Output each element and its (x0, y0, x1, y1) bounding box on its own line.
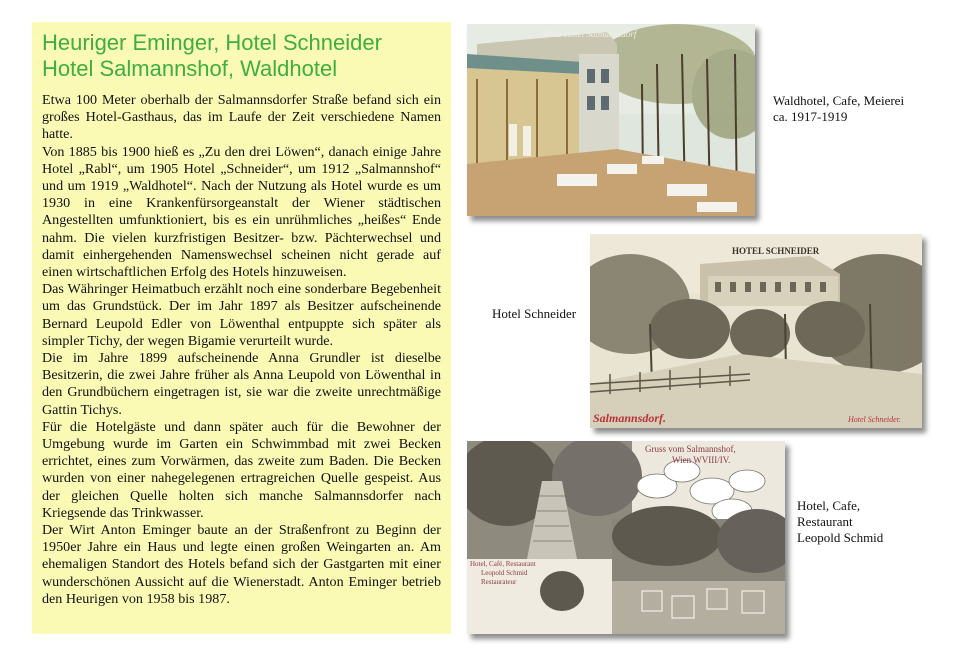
waldhotel-caption-line-1: Waldhotel, Cafe, Meierei (773, 93, 905, 108)
salmannshof-label-2: Leopold Schmid (481, 569, 528, 577)
salmannshof-caption-line-3: Leopold Schmid (797, 530, 884, 545)
waldhotel-caption (773, 93, 904, 125)
article-heading (42, 30, 441, 82)
salmannshof-caption (797, 498, 883, 546)
paragraph: Für die Hotelgäste und dann später auch für die Bewohner der Umgebung wurde im Garten ein Schwimmbad mit zwei Becken errichtet, eines zum Vorwärmen, das zweite zum Baden. Die Becken wurden von einer nahegelegenen ertragreichen Quelle gespeist. Aus der gleichen Quelle holten sich manche Salmannsdorfer nach Kriegsende das Trinkwasser. (42, 418, 441, 521)
paragraph: Etwa 100 Meter oberhalb der Salmannsdorfer Straße befand sich ein großes Hotel-Gasthaus, das im Laufe der Zeit verschiedene Namen hatte. (42, 92, 441, 143)
salmannshof-greeting-2: Wien WVIII/IV. (672, 455, 731, 465)
waldhotel-sign: Wald-Hotel Salmannsdorf (543, 29, 637, 39)
paragraph: Die im Jahre 1899 aufscheinende Anna Grundler ist dieselbe Besitzerin, die zwei Jahre früher als Anna Leupold von Löwenthal in den Grundbüchern eingetragen ist, sie war die zweite unrechtmäßige Gattin Tichys. (42, 350, 441, 418)
salmannshof-caption-line-1: Hotel, Cafe, (797, 498, 861, 513)
article-panel (32, 22, 451, 634)
heading-line-2: Hotel Salmannshof, Waldhotel (42, 56, 338, 81)
heading-line-1: Heuriger Eminger, Hotel Schneider (42, 30, 382, 55)
paragraph: Der Wirt Anton Eminger baute an der Straßenfront zu Beginn der 1950er Jahre ein Haus und legte einen großen Weingarten an. Am ehemaligen Standort des Hotels befand sich der Gastgarten mit einer wunderschönen Aussicht auf die Wienerstadt. Anton Eminger betrieb den Heurigen von 1958 bis 1987. (42, 522, 441, 607)
hotel-schneider-caption-text: Hotel Schneider (492, 306, 577, 321)
article-body (42, 92, 441, 608)
hotel-schneider-photo (590, 234, 922, 428)
paragraph: Von 1885 bis 1900 hieß es „Zu den drei Löwen“, danach einige Jahre Hotel „Rabl“, um 1905 Hotel „Schneider“, um 1912 „Salmannshof“ und um 1919 „Waldhotel“. Nach der Nutzung als Hotel wurde es um 1930 in eine Krankenfürsorgeanstalt der Wiener städtischen Angestellten umfunktioniert, bis es ein unrühmliches „heißes“ Ende nahm. Die vielen kurzfristigen Besitzer- bzw. Pächterwechsel und damit einhergehenden Namenswechsel scheinen nicht gerade auf einen wirtschaftlichen Erfolg des Hotels hinzuweisen. (42, 143, 441, 281)
paragraph: Das Währinger Heimatbuch erzählt noch eine sonderbare Begebenheit um das Grundstück. Der im Jahr 1897 als Besitzer aufscheinende Bernard Leupold Edler von Löwenthal entpuppte sich später als simpler Tichy, der wegen Bigamie verurteilt wurde. (42, 281, 441, 349)
salmannshof-greeting-1: Gruss vom Salmannshof, (645, 444, 736, 454)
schneider-sign: HOTEL SCHNEIDER (732, 246, 820, 256)
salmannshof-photo (467, 441, 785, 634)
schneider-stamp-right: Hotel Schneider. (848, 415, 901, 424)
salmannshof-caption-line-2: Restaurant (797, 514, 853, 529)
salmannshof-label-3: Restaurateur (481, 578, 517, 586)
waldhotel-photo (467, 24, 755, 216)
salmannshof-label-1: Hotel, Café, Restaurant (470, 560, 536, 568)
hotel-schneider-caption (492, 306, 576, 322)
schneider-stamp-left: Salmannsdorf. (593, 411, 667, 425)
waldhotel-caption-line-2: ca. 1917-1919 (773, 109, 848, 124)
